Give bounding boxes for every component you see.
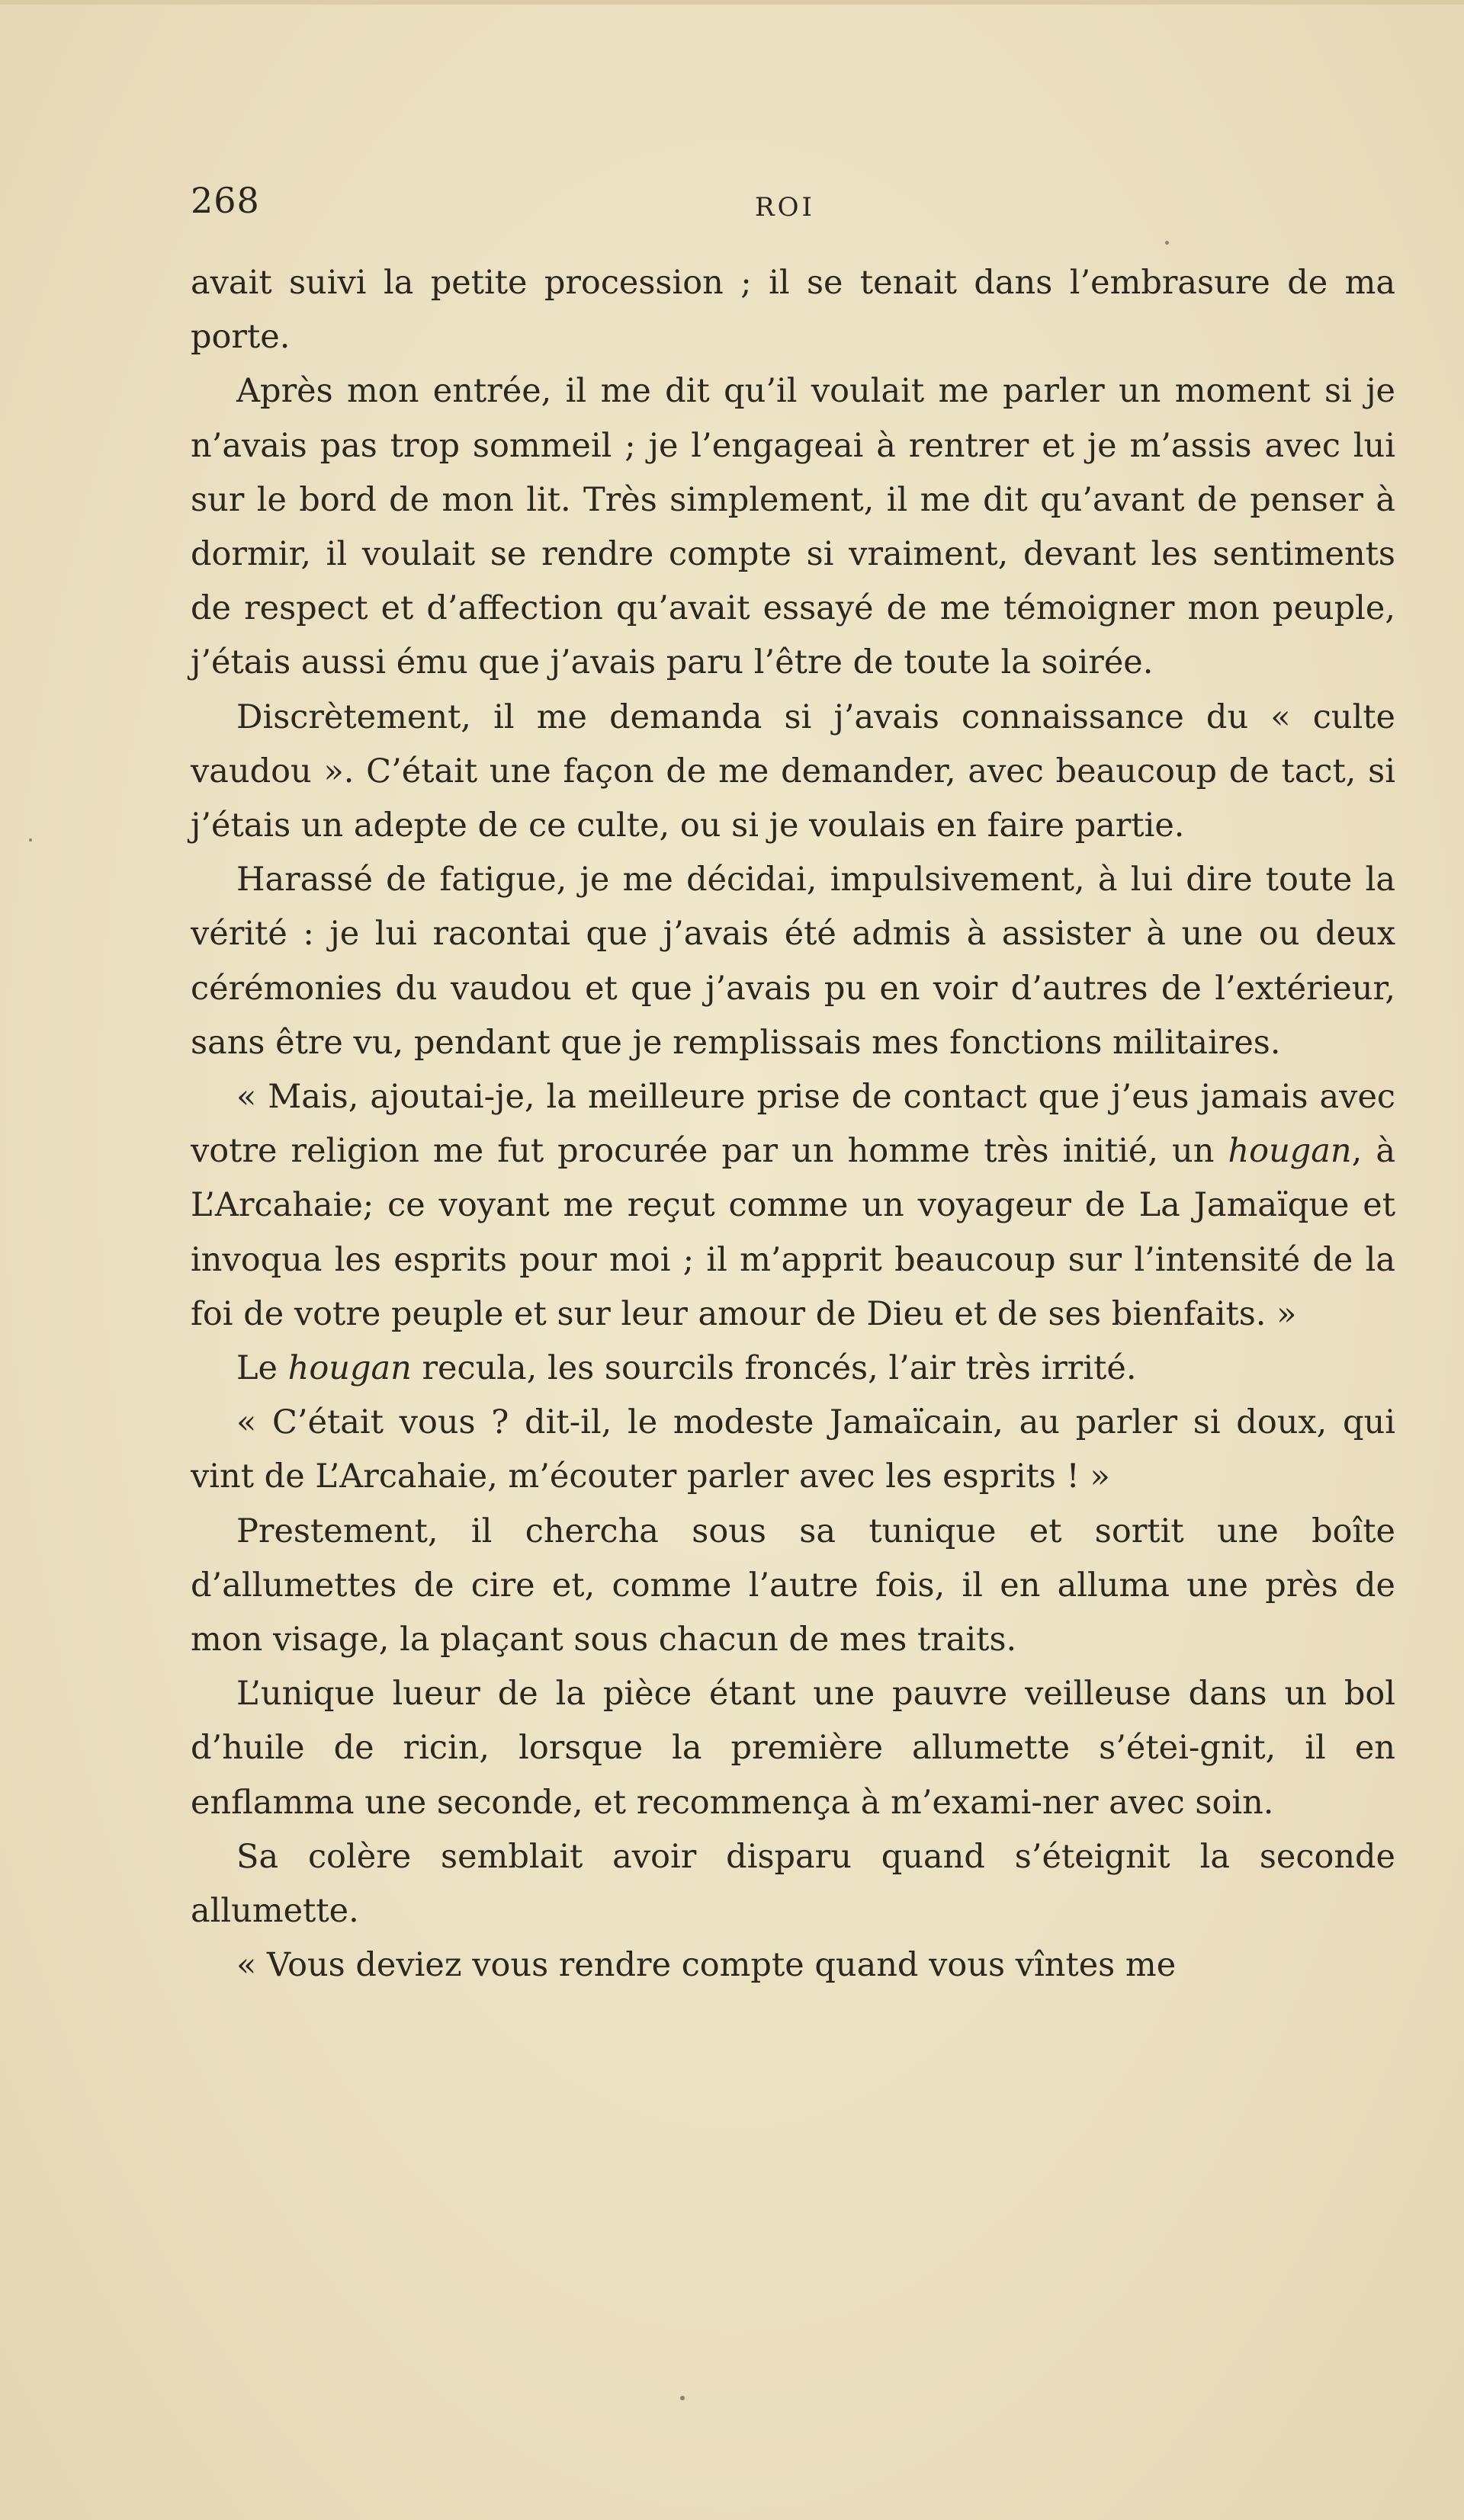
paragraph <box>191 1938 1395 1993</box>
paragraph <box>191 1342 1395 1396</box>
page-header <box>191 180 1395 233</box>
body-text <box>191 256 1395 1993</box>
text-segment: Discrètement, il me demanda si j’avais connaissance du « culte vaudou ». C’était une façon de me demander, avec beaucoup de tact, si j’étais un adepte de ce culte, ou si je voulais en faire partie. <box>191 697 1395 845</box>
paper-speck <box>1165 241 1169 245</box>
italic-term: hougan <box>1228 1132 1352 1171</box>
paragraph <box>191 1667 1395 1830</box>
paragraph <box>191 853 1395 1070</box>
text-segment: Le <box>236 1349 288 1388</box>
italic-term: hougan <box>287 1349 412 1388</box>
text-segment: avait suivi la petite procession ; il se tenait dans l’embrasure de ma porte. <box>191 264 1395 357</box>
text-segment: recula, les sourcils froncés, l’air très irrité. <box>411 1349 1137 1388</box>
paragraph <box>191 256 1395 364</box>
text-segment: « C’était vous ? dit-il, le modeste Jamaïcain, au parler si doux, qui vint de L’Arcahaie, m’écouter parler avec les esprits ! » <box>191 1403 1395 1496</box>
text-segment: Après mon entrée, il me dit qu’il voulait me parler un moment si je n’avais pas trop sommeil ; je l’engageai à rentrer et je m’assis avec lui sur le bord de mon lit. Très simplement, il me dit qu’avant de penser à dormir, il voulait se rendre compte si vraiment, devant les sentiments de respect et d’affection qu’avait essayé de me témoigner mon peuple, j’étais aussi ému que j’avais paru l’être de toute la soirée. <box>191 372 1395 682</box>
paragraph <box>191 1505 1395 1668</box>
text-segment: Harassé de fatigue, je me décidai, impulsivement, à lui dire toute la vérité : je lui racontai que j’avais été admis à assister à une ou deux cérémonies du vaudou et que j’avais pu en voir d’autres de l’extérieur, sans être vu, pendant que je remplissais mes fonctions militaires. <box>191 861 1395 1062</box>
text-segment: , à L’Arcahaie; ce voyant me reçut comme un voyageur de La Jamaïque et invoqua les esprits pour moi ; il m’apprit beaucoup sur l’intensité de la foi de votre peuple et sur leur amour de Dieu et de ses bienfaits. » <box>191 1132 1395 1333</box>
paper-speck <box>29 838 32 842</box>
paragraph <box>191 1070 1395 1342</box>
text-segment: Sa colère semblait avoir disparu quand s’éteignit la seconde allumette. <box>191 1837 1395 1931</box>
page-top-edge <box>0 0 1464 5</box>
paragraph <box>191 364 1395 690</box>
paragraph <box>191 1396 1395 1504</box>
paragraph <box>191 1830 1395 1938</box>
text-segment: Prestement, il chercha sous sa tunique et sortit une boîte d’allumettes de cire et, comme l’autre fois, il en alluma une près de mon visage, la plaçant sous chacun de mes traits. <box>191 1512 1395 1659</box>
text-segment: « Mais, ajoutai-je, la meilleure prise de contact que j’eus jamais avec votre religion me fut procurée par un homme très initié, un <box>191 1078 1395 1171</box>
paragraph <box>191 691 1395 854</box>
paper-speck <box>680 2396 685 2400</box>
running-head: ROI <box>755 192 815 223</box>
page-number: 268 <box>191 180 260 221</box>
text-segment: « Vous deviez vous rendre compte quand vous vîntes me <box>236 1946 1177 1985</box>
text-segment: L’unique lueur de la pièce étant une pauvre veilleuse dans un bol d’huile de ricin, lorsque la première allumette s’étei-gnit, il en enflamma une seconde, et recommença à m’exami-ner avec soin. <box>191 1675 1395 1822</box>
